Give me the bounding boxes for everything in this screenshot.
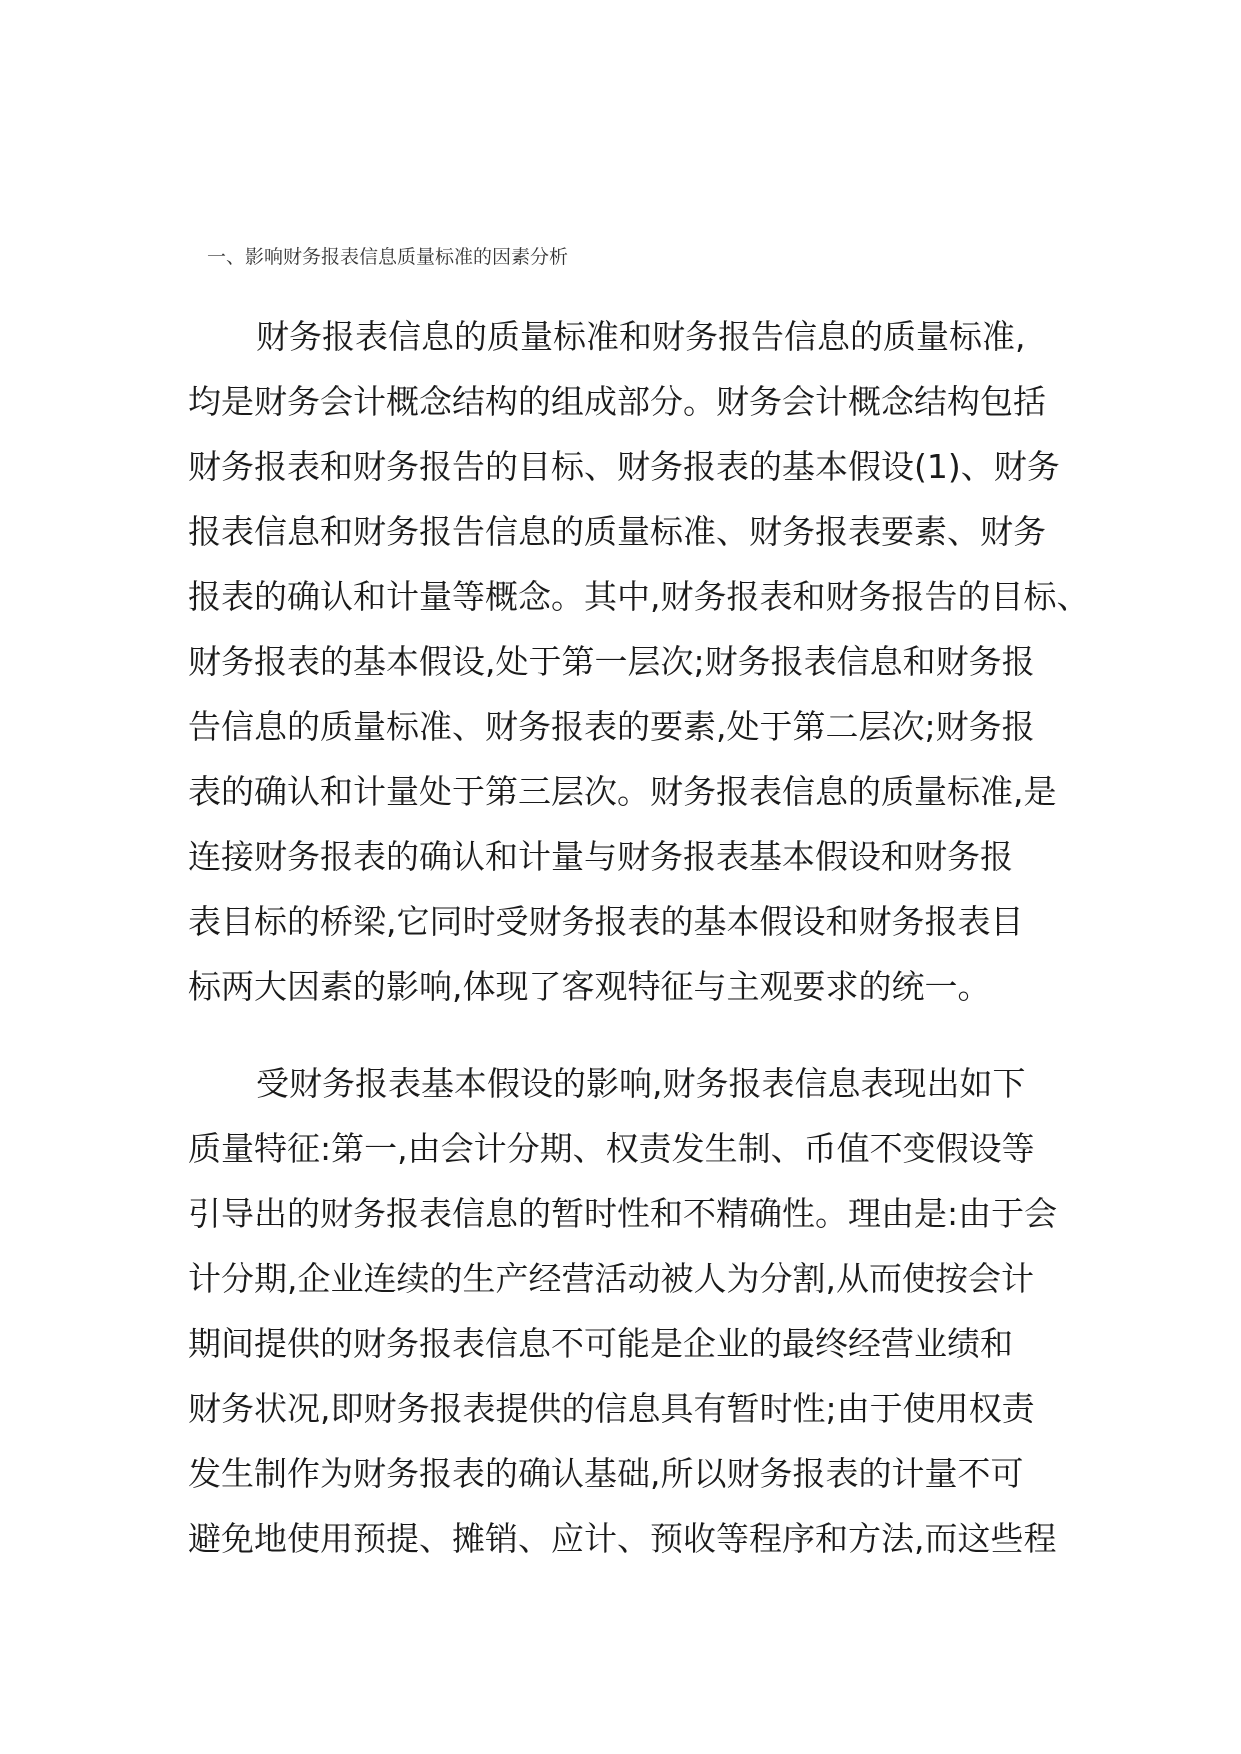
text-line: 报表的确认和计量等概念。其中,财务报表和财务报告的目标、	[188, 577, 1090, 616]
text-line: 连接财务报表的确认和计量与财务报表基本假设和财务报	[188, 837, 1013, 876]
text-line: 质量特征:第一,由会计分期、权责发生制、币值不变假设等	[188, 1129, 1035, 1168]
text-line: 发生制作为财务报表的确认基础,所以财务报表的计量不可	[188, 1454, 1024, 1493]
paragraph-1	[188, 304, 1090, 1019]
text-line: 引导出的财务报表信息的暂时性和不精确性。理由是:由于会	[188, 1194, 1058, 1233]
text-line: 表的确认和计量处于第三层次。财务报表信息的质量标准,是	[188, 772, 1057, 811]
text-line: 计分期,企业连续的生产经营活动被人为分割,从而使按会计	[188, 1259, 1034, 1298]
text-line: 表目标的桥梁,它同时受财务报表的基本假设和财务报表目	[188, 902, 1024, 941]
text-line: 受财务报表基本假设的影响,财务报表信息表现出如下	[256, 1064, 1026, 1103]
text-line: 告信息的质量标准、财务报表的要素,处于第二层次;财务报	[188, 707, 1035, 746]
text-line: 财务报表和财务报告的目标、财务报表的基本假设(1)、财务	[188, 447, 1060, 486]
paragraph-2	[188, 1051, 1057, 1571]
text-line: 标两大因素的影响,体现了客观特征与主观要求的统一。	[188, 967, 991, 1006]
text-line: 财务报表信息的质量标准和财务报告信息的质量标准,	[256, 317, 1026, 356]
text-line: 财务报表的基本假设,处于第一层次;财务报表信息和财务报	[188, 642, 1035, 681]
text-line: 期间提供的财务报表信息不可能是企业的最终经营业绩和	[188, 1324, 1013, 1363]
text-line: 避免地使用预提、摊销、应计、预收等程序和方法,而这些程	[188, 1519, 1057, 1558]
section-heading: 一、影响财务报表信息质量标准的因素分析	[207, 246, 569, 268]
text-line: 财务状况,即财务报表提供的信息具有暂时性;由于使用权责	[188, 1389, 1035, 1428]
text-line: 均是财务会计概念结构的组成部分。财务会计概念结构包括	[188, 382, 1046, 421]
text-line: 报表信息和财务报告信息的质量标准、财务报表要素、财务	[188, 512, 1046, 551]
